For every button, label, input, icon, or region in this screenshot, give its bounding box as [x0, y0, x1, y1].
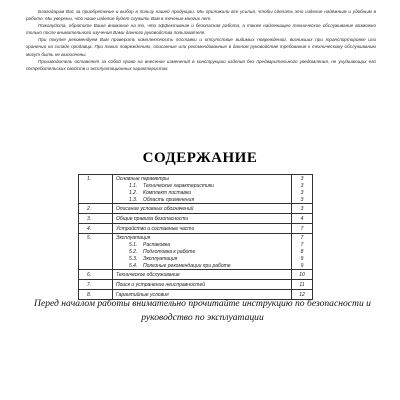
toc-entry	[79, 175, 313, 183]
toc-number: 5.	[79, 234, 113, 242]
toc-label	[113, 241, 292, 248]
toc-number: 3.	[79, 214, 113, 224]
toc-label: Основные параметры	[113, 175, 292, 183]
toc-title: СОДЕРЖАНИЕ	[142, 150, 258, 166]
toc-number	[79, 196, 113, 204]
toc-page-number: 3	[292, 196, 313, 204]
toc-label: Описание условных обозначений	[113, 204, 292, 214]
toc-label: Общие правила безопасности	[113, 214, 292, 224]
toc-sublabel: Область применения	[143, 196, 195, 203]
toc-number: 1.	[79, 175, 113, 183]
toc-page-number: 3	[292, 204, 313, 214]
toc-sublabel: Распаковка	[143, 241, 171, 248]
toc-subnumber: 5.3.	[129, 255, 138, 262]
toc-entry	[79, 234, 313, 242]
toc-subnumber: 1.1.	[129, 182, 138, 189]
toc-number: 8.	[79, 290, 113, 300]
toc-entry	[79, 224, 313, 234]
toc-page-number: 9	[292, 255, 313, 262]
toc-number	[79, 262, 113, 270]
toc-subnumber: 5.2.	[129, 248, 138, 255]
toc-number: 6.	[79, 270, 113, 280]
toc-label: Поиск и устранение неисправностей	[113, 280, 292, 290]
toc-label	[113, 182, 292, 189]
toc-sublabel: Эксплуатация	[143, 255, 178, 262]
intro-paragraph: Пожалуйста, обратите Ваше внимание на то, что эффективная и безопасная работа, а также надлежащее техническое обслуживание возможно только после внимательного изучения Вами данного руководства пользователя.	[26, 23, 376, 36]
toc-subentry	[79, 262, 313, 270]
toc-number	[79, 241, 113, 248]
toc-subnumber: 5.1.	[129, 241, 138, 248]
toc-page-number: 3	[292, 182, 313, 189]
toc-label	[113, 262, 292, 270]
toc-sublabel: Комплект поставки	[143, 189, 192, 196]
toc-label	[113, 248, 292, 255]
toc-label	[113, 196, 292, 204]
toc-subentry	[79, 196, 313, 204]
toc-page-number: 3	[292, 175, 313, 183]
toc-subentry	[79, 241, 313, 248]
toc-entry	[79, 280, 313, 290]
toc-entry	[79, 204, 313, 214]
toc-page-number: 4	[292, 214, 313, 224]
toc-page-number: 11	[292, 280, 313, 290]
safety-warning: Перед началом работы внимательно прочитайте инструкцию по безопасности и руководство по эксплуатации	[34, 298, 371, 323]
toc-sublabel: Полезные рекомендации при работе	[143, 262, 231, 269]
toc-subentry	[79, 182, 313, 189]
toc-label: Гарантийные условия	[113, 290, 292, 300]
toc-number: 7.	[79, 280, 113, 290]
toc-sublabel: Подготовка к работе	[143, 248, 196, 255]
intro-text	[26, 8, 376, 72]
toc-subnumber: 1.2.	[129, 189, 138, 196]
toc-label: Эксплуатация	[113, 234, 292, 242]
toc-subentry	[79, 248, 313, 255]
toc-page-number: 3	[292, 189, 313, 196]
toc-number	[79, 248, 113, 255]
toc-page-number: 7	[292, 241, 313, 248]
toc-page-number: 7	[292, 234, 313, 242]
toc-subentry	[79, 255, 313, 262]
toc-label	[113, 189, 292, 196]
toc-sublabel: Технические характеристики	[143, 182, 214, 189]
toc-number	[79, 182, 113, 189]
toc-page-number: 7	[292, 224, 313, 234]
toc-entry	[79, 214, 313, 224]
toc-page-number: 8	[292, 248, 313, 255]
toc-number	[79, 189, 113, 196]
intro-paragraph: Благодарим Вас за приобретение и выбор в пользу нашей продукции. Мы приложили все усилия, чтобы сделать это изделие надёжным и удобным в работе. Мы уверены, что наше изделие будет служить Вам в течение многих лет.	[26, 9, 376, 22]
intro-paragraph: Производитель оставляет за собой право на внесение изменений в конструкцию изделия без предварительного уведомления, не ухудшающих его потребительских свойств и эксплуатационных характеристик.	[26, 58, 376, 71]
toc-subentry	[79, 189, 313, 196]
toc-number	[79, 255, 113, 262]
toc-label	[113, 255, 292, 262]
toc-label: Техническое обслуживание	[113, 270, 292, 280]
toc-number: 2.	[79, 204, 113, 214]
toc-number: 4.	[79, 224, 113, 234]
toc-table	[78, 174, 313, 300]
intro-paragraph: При покупке рекомендуем Вам проверить комплектность поставки и отсутствие видимых повреждений, возникших при транспортировке или хранении на складе продавца. При таких повреждениях, описанные или рекомендованные в данном руководстве требования к техническому обслуживанию могут быть не выполнены.	[26, 37, 376, 57]
toc-subnumber: 5.4.	[129, 262, 138, 269]
toc-subnumber: 1.3.	[129, 196, 138, 203]
toc-label: Устройство и составные части	[113, 224, 292, 234]
toc-page-number: 12	[292, 290, 313, 300]
toc-page-number: 9	[292, 262, 313, 270]
toc-entry	[79, 270, 313, 280]
toc-page-number: 10	[292, 270, 313, 280]
